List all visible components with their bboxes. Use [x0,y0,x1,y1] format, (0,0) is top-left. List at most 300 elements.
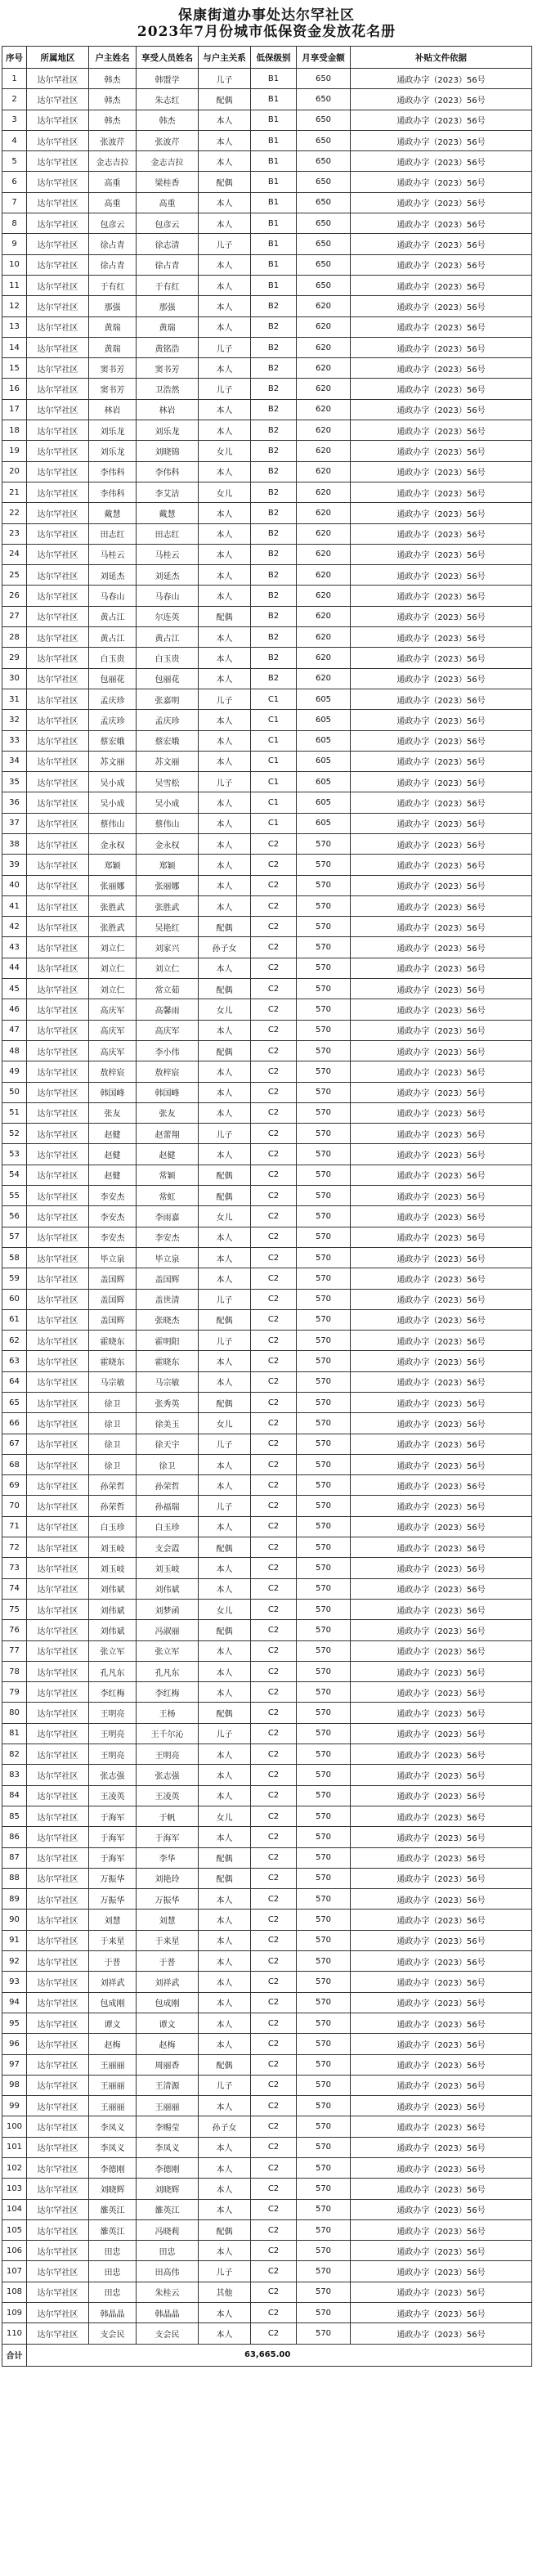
cell-index: 98 [2,2075,27,2095]
table-row [2,1992,532,2013]
cell-area: 达尔罕社区 [27,130,89,150]
cell-area: 达尔罕社区 [27,1682,89,1703]
cell-basis: 通政办字（2023）56号 [351,337,532,357]
cell-level: C2 [251,1827,297,1847]
cell-area: 达尔罕社区 [27,958,89,978]
cell-index: 45 [2,979,27,999]
cell-basis: 通政办字（2023）56号 [351,69,532,89]
table-row [2,2137,532,2157]
table-row [2,192,532,213]
cell-beneficiary: 刘立仁 [137,958,199,978]
cell-householder: 刘玉岐 [89,1558,137,1578]
cell-level: C2 [251,855,297,875]
table-row [2,2303,532,2323]
cell-level: C1 [251,792,297,813]
table-body [2,69,532,2345]
table-row [2,1910,532,1930]
cell-index: 43 [2,937,27,958]
cell-relation: 本人 [199,2179,251,2199]
cell-level: C2 [251,1371,297,1392]
cell-amount: 570 [297,1847,351,1868]
table-row [2,2219,532,2240]
cell-level: C2 [251,1744,297,1765]
cell-area: 达尔罕社区 [27,792,89,813]
cell-householder: 于来星 [89,1930,137,1950]
cell-basis: 通政办字（2023）56号 [351,2219,532,2240]
cell-relation: 本人 [199,2241,251,2261]
cell-relation: 本人 [199,192,251,213]
table-row [2,1972,532,1992]
cell-area: 达尔罕社区 [27,544,89,564]
cell-beneficiary: 苏文丽 [137,751,199,771]
cell-relation: 本人 [199,1268,251,1289]
cell-basis: 通政办字（2023）56号 [351,2261,532,2282]
cell-householder: 孔凡东 [89,1661,137,1681]
cell-beneficiary: 徐占青 [137,254,199,275]
cell-index: 39 [2,855,27,875]
cell-beneficiary: 刘延杰 [137,565,199,586]
cell-basis: 通政办字（2023）56号 [351,1268,532,1289]
cell-area: 达尔罕社区 [27,1765,89,1785]
cell-level: C2 [251,1910,297,1930]
cell-index: 56 [2,1206,27,1227]
cell-basis: 通政办字（2023）56号 [351,1289,532,1309]
cell-level: B2 [251,648,297,668]
table-row [2,895,532,916]
cell-basis: 通政办字（2023）56号 [351,2199,532,2219]
cell-index: 42 [2,917,27,937]
cell-index: 85 [2,1806,27,1826]
cell-amount: 570 [297,2261,351,2282]
cell-amount: 570 [297,2282,351,2302]
cell-amount: 570 [297,1475,351,1496]
cell-index: 100 [2,2116,27,2137]
cell-relation: 本人 [199,503,251,523]
table-row [2,379,532,399]
cell-beneficiary: 尔连英 [137,606,199,626]
cell-index: 31 [2,689,27,709]
cell-relation: 儿子 [199,1289,251,1309]
cell-beneficiary: 于普 [137,1951,199,1972]
cell-basis: 通政办字（2023）56号 [351,1040,532,1061]
cell-beneficiary: 朱志红 [137,89,199,110]
cell-relation: 配偶 [199,2219,251,2240]
cell-relation: 本人 [199,1516,251,1537]
cell-area: 达尔罕社区 [27,2034,89,2054]
cell-beneficiary: 徐卫 [137,1454,199,1474]
cell-basis: 通政办字（2023）56号 [351,1537,532,1558]
cell-amount: 605 [297,689,351,709]
cell-householder: 高重 [89,192,137,213]
table-row [2,710,532,730]
cell-beneficiary: 金永权 [137,833,199,854]
cell-amount: 570 [297,1723,351,1744]
cell-area: 达尔罕社区 [27,1413,89,1434]
cell-area: 达尔罕社区 [27,979,89,999]
cell-area: 达尔罕社区 [27,606,89,626]
cell-basis: 通政办字（2023）56号 [351,151,532,172]
cell-relation: 女儿 [199,1599,251,1619]
cell-area: 达尔罕社区 [27,875,89,895]
cell-relation: 儿子 [199,689,251,709]
cell-relation: 本人 [199,833,251,854]
table-row [2,1309,532,1330]
cell-relation: 儿子 [199,1434,251,1454]
cell-area: 达尔罕社区 [27,482,89,502]
cell-basis: 通政办字（2023）56号 [351,1972,532,1992]
table-row [2,1558,532,1578]
cell-householder: 白玉贵 [89,648,137,668]
cell-amount: 620 [297,606,351,626]
cell-beneficiary: 毕立泉 [137,1247,199,1268]
cell-relation: 女儿 [199,1413,251,1434]
cell-area: 达尔罕社区 [27,730,89,751]
cell-beneficiary: 李凤义 [137,2137,199,2157]
table-row [2,254,532,275]
cell-amount: 620 [297,420,351,441]
cell-level: B2 [251,296,297,316]
cell-level: C2 [251,2241,297,2261]
cell-relation: 本人 [199,1785,251,1806]
table-row [2,751,532,771]
cell-basis: 通政办字（2023）56号 [351,1703,532,1723]
cell-householder: 白玉珍 [89,1516,137,1537]
cell-basis: 通政办字（2023）56号 [351,420,532,441]
cell-index: 17 [2,399,27,420]
cell-beneficiary: 张立军 [137,1640,199,1661]
table-row [2,1496,532,1516]
cell-relation: 本人 [199,2157,251,2178]
cell-level: B2 [251,668,297,689]
cell-basis: 通政办字（2023）56号 [351,1454,532,1474]
cell-householder: 高重 [89,172,137,192]
cell-amount: 620 [297,544,351,564]
cell-area: 达尔罕社区 [27,1930,89,1950]
cell-beneficiary: 于来星 [137,1930,199,1950]
cell-relation: 本人 [199,1247,251,1268]
table-row [2,234,532,254]
cell-beneficiary: 李德刚 [137,2157,199,2178]
cell-relation: 配偶 [199,1847,251,1868]
table-row [2,1744,532,1765]
table-row [2,1124,532,1144]
cell-beneficiary: 赵健 [137,1144,199,1165]
cell-basis: 通政办字（2023）56号 [351,1102,532,1123]
cell-level: C2 [251,1289,297,1309]
cell-relation: 本人 [199,586,251,606]
cell-level: B2 [251,606,297,626]
cell-beneficiary: 卫浩然 [137,379,199,399]
cell-amount: 570 [297,1496,351,1516]
cell-householder: 张丽娜 [89,875,137,895]
cell-index: 76 [2,1620,27,1640]
cell-householder: 王丽丽 [89,2075,137,2095]
cell-amount: 570 [297,1930,351,1950]
table-row [2,1620,532,1640]
cell-beneficiary: 张丽娜 [137,875,199,895]
cell-amount: 620 [297,441,351,461]
cell-householder: 王丽丽 [89,2054,137,2075]
cell-level: C2 [251,895,297,916]
cell-index: 73 [2,1558,27,1578]
table-row [2,151,532,172]
cell-index: 61 [2,1309,27,1330]
cell-area: 达尔罕社区 [27,1393,89,1413]
table-row [2,69,532,89]
cell-householder: 张友 [89,1102,137,1123]
cell-householder: 赵健 [89,1144,137,1165]
cell-beneficiary: 张秀英 [137,1393,199,1413]
cell-householder: 毕立泉 [89,1247,137,1268]
cell-area: 达尔罕社区 [27,379,89,399]
cell-householder: 刘立仁 [89,958,137,978]
cell-basis: 通政办字（2023）56号 [351,917,532,937]
cell-level: B1 [251,130,297,150]
cell-relation: 本人 [199,2034,251,2054]
cell-householder: 万振华 [89,1868,137,1888]
cell-amount: 650 [297,110,351,130]
cell-beneficiary: 马宗敏 [137,1371,199,1392]
cell-beneficiary: 刘家兴 [137,937,199,958]
cell-beneficiary: 常虹 [137,1186,199,1206]
cell-level: B2 [251,420,297,441]
cell-index: 108 [2,2282,27,2302]
cell-householder: 张志强 [89,1765,137,1785]
cell-basis: 通政办字（2023）56号 [351,792,532,813]
cell-householder: 包彦云 [89,213,137,234]
cell-amount: 570 [297,1640,351,1661]
total-row [2,2344,532,2366]
cell-amount: 570 [297,1868,351,1888]
header-level: 低保级别 [251,47,297,69]
cell-index: 14 [2,337,27,357]
cell-householder: 徐占青 [89,234,137,254]
cell-amount: 570 [297,1331,351,1351]
header-area: 所属地区 [27,47,89,69]
cell-householder: 蔡伟山 [89,813,137,833]
cell-beneficiary: 李红梅 [137,1682,199,1703]
table-row [2,730,532,751]
cell-level: C2 [251,1393,297,1413]
cell-householder: 赵健 [89,1124,137,1144]
cell-beneficiary: 赵蕾翔 [137,1124,199,1144]
cell-beneficiary: 白玉贵 [137,648,199,668]
cell-householder: 田志红 [89,523,137,544]
cell-beneficiary: 刘晓辉 [137,2179,199,2199]
cell-amount: 605 [297,751,351,771]
cell-amount: 570 [297,1351,351,1371]
cell-beneficiary: 戴慧 [137,503,199,523]
cell-amount: 570 [297,833,351,854]
cell-amount: 570 [297,1165,351,1185]
cell-relation: 本人 [199,1227,251,1247]
cell-amount: 570 [297,937,351,958]
cell-level: B2 [251,523,297,544]
cell-index: 63 [2,1351,27,1371]
cell-relation: 儿子 [199,1723,251,1744]
cell-beneficiary: 田忠 [137,2241,199,2261]
cell-basis: 通政办字（2023）56号 [351,2116,532,2137]
table-row [2,1268,532,1289]
cell-relation: 本人 [199,1930,251,1950]
cell-householder: 刘伟斌 [89,1578,137,1599]
cell-area: 达尔罕社区 [27,1496,89,1516]
cell-area: 达尔罕社区 [27,586,89,606]
cell-amount: 620 [297,482,351,502]
cell-relation: 孙子女 [199,937,251,958]
cell-beneficiary: 孟庆珍 [137,710,199,730]
cell-area: 达尔罕社区 [27,461,89,482]
cell-basis: 通政办字（2023）56号 [351,1206,532,1227]
cell-beneficiary: 刘伟斌 [137,1578,199,1599]
cell-index: 80 [2,1703,27,1723]
cell-basis: 通政办字（2023）56号 [351,482,532,502]
cell-householder: 林岩 [89,399,137,420]
cell-householder: 刘乐龙 [89,420,137,441]
cell-beneficiary: 盖世清 [137,1289,199,1309]
cell-index: 70 [2,1496,27,1516]
cell-basis: 通政办字（2023）56号 [351,234,532,254]
cell-beneficiary: 徐美玉 [137,1413,199,1434]
cell-area: 达尔罕社区 [27,2282,89,2302]
cell-level: C2 [251,2096,297,2116]
cell-amount: 570 [297,1371,351,1392]
cell-amount: 570 [297,2241,351,2261]
cell-index: 40 [2,875,27,895]
cell-basis: 通政办字（2023）56号 [351,2137,532,2157]
cell-area: 达尔罕社区 [27,1723,89,1744]
cell-basis: 通政办字（2023）56号 [351,296,532,316]
cell-area: 达尔罕社区 [27,1910,89,1930]
cell-index: 48 [2,1040,27,1061]
cell-relation: 本人 [199,1744,251,1765]
table-row [2,2034,532,2054]
total-amount: 63,665.00 [244,2350,291,2360]
table-row [2,130,532,150]
cell-amount: 570 [297,2137,351,2157]
cell-amount: 650 [297,192,351,213]
cell-index: 22 [2,503,27,523]
cell-relation: 配偶 [199,606,251,626]
cell-relation: 本人 [199,1661,251,1681]
cell-amount: 650 [297,172,351,192]
cell-area: 达尔罕社区 [27,1537,89,1558]
cell-area: 达尔罕社区 [27,2054,89,2075]
cell-relation: 配偶 [199,1703,251,1723]
cell-relation: 本人 [199,813,251,833]
cell-amount: 570 [297,1599,351,1619]
cell-householder: 张胜武 [89,917,137,937]
table-row [2,1537,532,1558]
cell-index: 89 [2,1889,27,1910]
cell-area: 达尔罕社区 [27,689,89,709]
cell-level: B1 [251,254,297,275]
cell-amount: 570 [297,2075,351,2095]
table-row [2,89,532,110]
cell-beneficiary: 高庆军 [137,1020,199,1040]
cell-level: C2 [251,1413,297,1434]
cell-level: B1 [251,172,297,192]
cell-beneficiary: 张波芹 [137,130,199,150]
cell-beneficiary: 吴艳红 [137,917,199,937]
cell-relation: 配偶 [199,1309,251,1330]
cell-amount: 620 [297,379,351,399]
cell-relation: 女儿 [199,1806,251,1826]
cell-level: C2 [251,1040,297,1061]
cell-householder: 刘晓辉 [89,2179,137,2199]
table-row [2,482,532,502]
cell-index: 53 [2,1144,27,1165]
cell-amount: 605 [297,813,351,833]
cell-relation: 本人 [199,420,251,441]
cell-beneficiary: 冯晓莉 [137,2219,199,2240]
cell-basis: 通政办字（2023）56号 [351,1620,532,1640]
cell-relation: 女儿 [199,999,251,1020]
table-row [2,2013,532,2033]
cell-relation: 本人 [199,399,251,420]
cell-relation: 本人 [199,1371,251,1392]
cell-householder: 雒英江 [89,2199,137,2219]
table-row [2,1847,532,1868]
cell-householder: 刘伟斌 [89,1620,137,1640]
cell-amount: 620 [297,648,351,668]
cell-level: C2 [251,1206,297,1227]
cell-area: 达尔罕社区 [27,192,89,213]
cell-area: 达尔罕社区 [27,254,89,275]
cell-basis: 通政办字（2023）56号 [351,1661,532,1681]
table-row [2,1661,532,1681]
cell-relation: 本人 [199,1910,251,1930]
cell-index: 58 [2,1247,27,1268]
cell-basis: 通政办字（2023）56号 [351,1227,532,1247]
cell-amount: 570 [297,1393,351,1413]
cell-area: 达尔罕社区 [27,1165,89,1185]
cell-basis: 通政办字（2023）56号 [351,999,532,1020]
cell-index: 107 [2,2261,27,2282]
cell-level: B2 [251,316,297,337]
cell-index: 46 [2,999,27,1020]
cell-householder: 张波芹 [89,130,137,150]
cell-householder: 徐卫 [89,1413,137,1434]
cell-index: 6 [2,172,27,192]
cell-index: 92 [2,1951,27,1972]
cell-relation: 本人 [199,565,251,586]
cell-index: 57 [2,1227,27,1247]
cell-amount: 570 [297,1806,351,1826]
cell-index: 102 [2,2157,27,2178]
cell-area: 达尔罕社区 [27,503,89,523]
cell-householder: 于海军 [89,1806,137,1826]
cell-amount: 650 [297,130,351,150]
cell-index: 28 [2,627,27,648]
cell-basis: 通政办字（2023）56号 [351,710,532,730]
cell-basis: 通政办字（2023）56号 [351,130,532,150]
cell-relation: 本人 [199,668,251,689]
cell-index: 9 [2,234,27,254]
cell-basis: 通政办字（2023）56号 [351,275,532,295]
cell-index: 4 [2,130,27,150]
cell-level: B2 [251,503,297,523]
cell-householder: 刘延杰 [89,565,137,586]
cell-level: C2 [251,2034,297,2054]
cell-beneficiary: 于有红 [137,275,199,295]
cell-householder: 支会民 [89,2323,137,2344]
cell-householder: 盖国辉 [89,1289,137,1309]
cell-index: 93 [2,1972,27,1992]
cell-area: 达尔罕社区 [27,1371,89,1392]
cell-basis: 通政办字（2023）56号 [351,1599,532,1619]
cell-index: 83 [2,1765,27,1785]
